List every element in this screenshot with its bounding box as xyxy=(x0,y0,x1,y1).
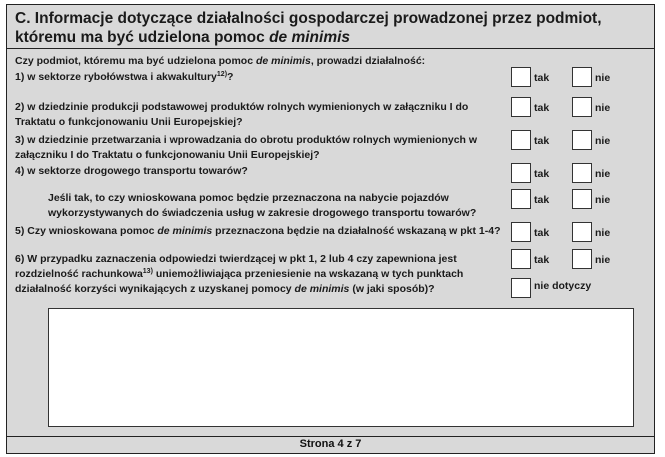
question-3-line1: 3) w dziedzinie przetwarzania i wprowadzania do obrotu produktów rolnych wymienionych w xyxy=(15,134,478,146)
question-6 xyxy=(15,252,463,297)
q4a-yes-label: tak xyxy=(534,194,550,206)
question-6-line1: 6) W przypadku zaznaczenia odpowiedzi twierdzącej w pkt 1, 2 lub 4 czy zapewniona jest xyxy=(15,253,457,265)
q1-no-checkbox[interactable] xyxy=(572,67,592,87)
question-2 xyxy=(15,100,468,130)
question-3-line2: załączniku I do Traktatu o funkcjonowaniu Unii Europejskiej? xyxy=(15,149,320,161)
question-4: 4) w sektorze drogowego transportu towarów? xyxy=(15,165,248,177)
question-6-line2-text: rozdzielność rachunkowa xyxy=(15,268,143,280)
section-title xyxy=(7,5,654,49)
q4a-no-checkbox[interactable] xyxy=(572,189,592,209)
question-6-line3-end: (w jaki sposób)? xyxy=(349,283,435,295)
q6-not-applicable-label: nie dotyczy xyxy=(534,280,592,292)
footnote-ref-12: 12) xyxy=(216,71,228,78)
q6-yes-label: tak xyxy=(534,254,550,266)
q4a-yes-checkbox[interactable] xyxy=(511,189,531,209)
q4-no-checkbox[interactable] xyxy=(572,163,592,183)
q2-no-checkbox[interactable] xyxy=(572,97,592,117)
intro-text-end: , prowadzi działalność: xyxy=(310,55,426,67)
question-4a-line2: wykorzystywanych do świadczenia usług w zakresie drogowego transportu towarów? xyxy=(48,207,477,219)
question-3 xyxy=(15,133,477,163)
q6-no-checkbox[interactable] xyxy=(572,249,592,269)
q1-yes-label: tak xyxy=(534,72,550,84)
page-footer: Strona 4 z 7 xyxy=(7,436,654,453)
question-5-text: 5) Czy wnioskowana pomoc xyxy=(15,225,158,237)
question-4a xyxy=(48,191,476,221)
q1-yes-checkbox[interactable] xyxy=(511,67,531,87)
question-6-line3 xyxy=(15,282,463,297)
q3-yes-checkbox[interactable] xyxy=(511,130,531,150)
question-1-text: 1) w sektorze rybołówstwa i akwakultury xyxy=(15,71,217,83)
q2-yes-label: tak xyxy=(534,102,550,114)
question-5-end: przeznaczona będzie na działalność wskazaną w pkt 1-4? xyxy=(212,225,501,237)
section-title-line1: C. Informacje dotyczące działalności gospodarczej prowadzonej przez podmiot, xyxy=(15,10,602,27)
intro-question xyxy=(15,54,425,69)
q4-yes-label: tak xyxy=(534,168,550,180)
q4-yes-checkbox[interactable] xyxy=(511,163,531,183)
intro-italic: de minimis xyxy=(255,55,311,67)
question-5-italic: de minimis xyxy=(157,225,213,237)
q4-no-label: nie xyxy=(595,168,611,180)
question-6-line2 xyxy=(15,267,463,282)
section-title-italic: de minimis xyxy=(269,29,351,46)
q3-no-label: nie xyxy=(595,135,611,147)
question-2-line2: Traktatu o funkcjonowaniu Unii Europejskiej? xyxy=(15,116,243,128)
q5-yes-label: tak xyxy=(534,227,550,239)
question-6-line2-end: uniemożliwiająca przeniesienie na wskazaną w tych punktach xyxy=(152,268,464,280)
q3-yes-label: tak xyxy=(534,135,550,147)
question-1-end: ? xyxy=(227,71,234,83)
q5-no-checkbox[interactable] xyxy=(572,222,592,242)
question-1 xyxy=(15,70,233,85)
q6-no-label: nie xyxy=(595,254,611,266)
explanation-textarea[interactable] xyxy=(48,308,634,427)
section-title-line2-text: któremu ma być udzielona pomoc xyxy=(15,29,270,46)
question-6-italic: de minimis xyxy=(294,283,350,295)
q6-yes-checkbox[interactable] xyxy=(511,249,531,269)
q1-no-label: nie xyxy=(595,72,611,84)
q2-yes-checkbox[interactable] xyxy=(511,97,531,117)
question-6-line3-text: działalność korzyści wynikających z uzyskanej pomocy xyxy=(15,283,295,295)
q5-yes-checkbox[interactable] xyxy=(511,222,531,242)
question-2-line1: 2) w dziedzinie produkcji podstawowej produktów rolnych wymienionych w załączniku I do xyxy=(15,101,469,113)
intro-text: Czy podmiot, któremu ma być udzielona pomoc xyxy=(15,55,256,67)
q5-no-label: nie xyxy=(595,227,611,239)
q3-no-checkbox[interactable] xyxy=(572,130,592,150)
section-c-frame xyxy=(6,4,655,454)
q2-no-label: nie xyxy=(595,102,611,114)
footnote-ref-13: 13) xyxy=(142,268,153,275)
question-5 xyxy=(15,224,501,239)
q6-not-applicable-checkbox[interactable] xyxy=(511,278,531,298)
q4a-no-label: nie xyxy=(595,194,611,206)
question-4a-line1: Jeśli tak, to czy wnioskowana pomoc będzie przeznaczona na nabycie pojazdów xyxy=(48,192,449,204)
section-title-line2 xyxy=(15,28,654,47)
